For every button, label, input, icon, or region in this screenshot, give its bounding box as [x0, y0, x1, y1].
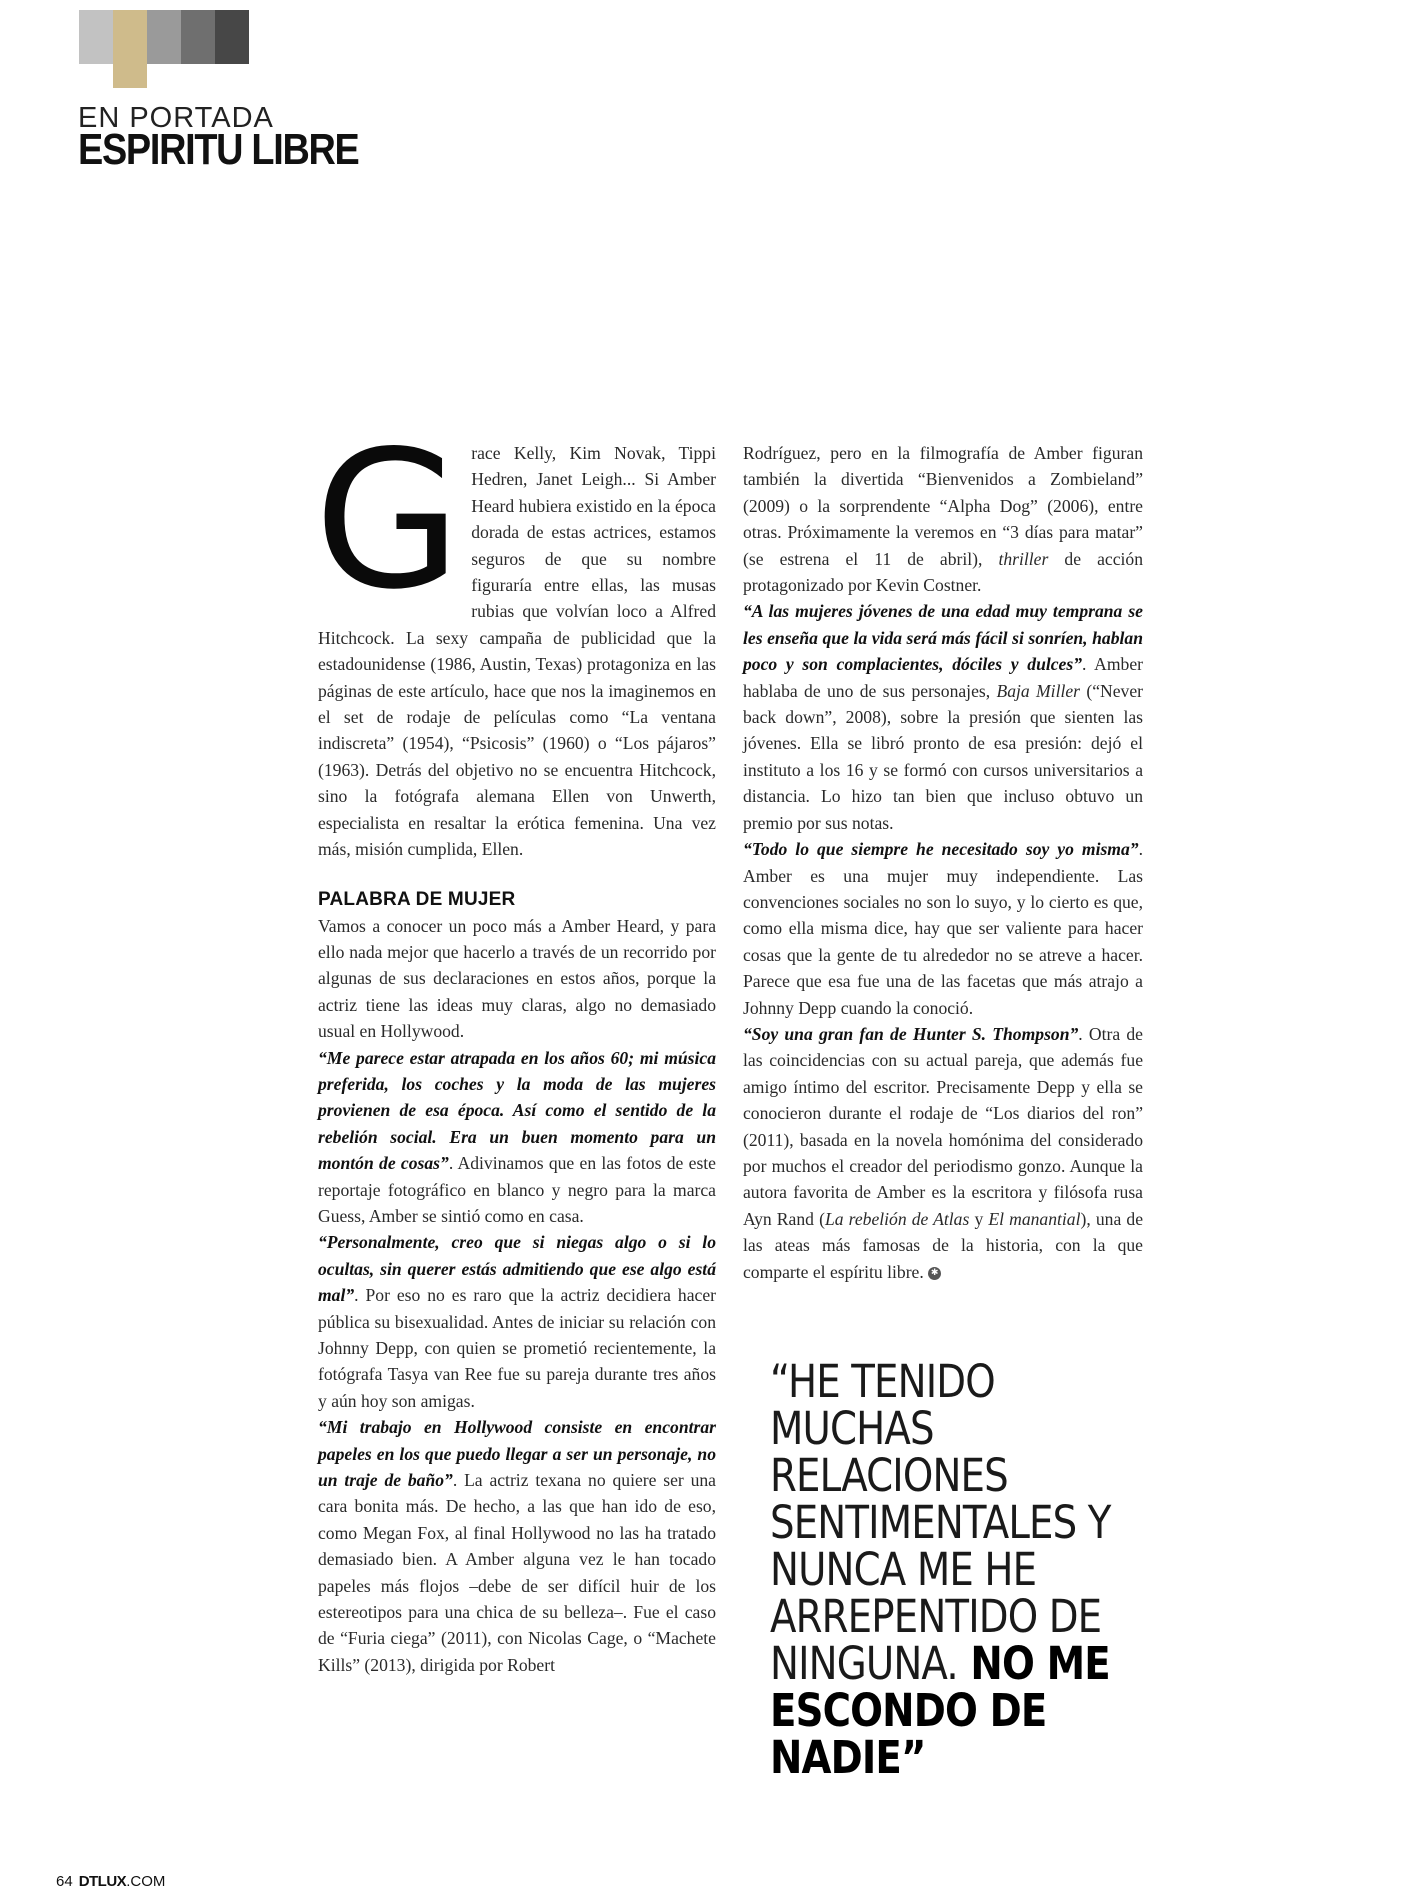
italic-text: thriller	[998, 548, 1049, 569]
body-text: . Otra de las coincidencias con su actual pareja, que además fue amigo íntimo del escritor. Precisamente Depp y ella se conocieron durante el rodaje de “Los diarios del ron” (2011), basada en la novela homónima del considerado por muchos el creador del periodismo gonzo. Aunque la autora favorita de Amber es la escritora y filósofa rusa Ayn Rand (	[743, 1023, 1143, 1229]
quote: “Soy una gran fan de Hunter S. Thompson”	[743, 1023, 1079, 1044]
quote: “A las mujeres jóvenes de una edad muy temprana se les enseña que la vida será más fácil si sonríen, hablan poco y son complacientes, dóciles y dulces”	[743, 601, 1143, 675]
intro-paragraph	[314, 410, 716, 863]
article-column-2	[743, 440, 1143, 1285]
body-text: . La actriz texana no quiere ser una cara bonita más. De hecho, a las que han ido de eso, como Megan Fox, al final Hollywood no las ha tratado demasiado bien. A Amber alguna vez le han tocado papeles más flojos –debe de ser difícil huir de los estereotipos para una chica de su belleza–. Fue el caso de “Furia ciega” (2011), con Nicolas Cage, o “Machete Kills” (2013), dirigida por Robert	[318, 1470, 716, 1675]
section-kicker: EN PORTADA	[78, 102, 274, 134]
pull-quote	[770, 1355, 1140, 1784]
page-number: 64	[56, 1873, 73, 1890]
body-text: . Adivinamos que en las fotos de este reportaje fotográfico en blanco y negro para la marca Guess, Amber se sintió como en casa.	[318, 1153, 716, 1226]
body-text: . Amber hablaba de uno de sus personajes,	[743, 654, 1143, 701]
quote: “Me parece estar atrapada en los años 60; mi música preferida, los coches y la moda de las mujeres provienen de esa época. Así como el sentido de la rebelión social. Era un buen momento para un montón de cosas”	[318, 1047, 716, 1174]
swatch-gray	[147, 10, 181, 64]
footer-brand: DTLUX	[78, 1873, 127, 1890]
body-text: de acción protagonizado por Kevin Costner.	[743, 548, 1143, 596]
body-text: Rodríguez, pero en la filmografía de Amber figuran también la divertida “Bienvenidos a Zombieland” (2009) o la sorprendente “Alpha Dog” (2006), entre otras. Próximamente la veremos en “3 días para matar” (se estrena el 11 de abril),	[743, 443, 1143, 569]
color-swatch-bar	[79, 10, 249, 64]
footer-domain: .COM	[126, 1873, 166, 1890]
section-title: ESPIRITU LIBRE	[78, 125, 359, 174]
page-footer	[56, 1874, 165, 1890]
pull-quote-light: “HE TENIDO MUCHAS RELACIONES SENTIMENTALES Y NUNCA ME HE ARREPENTIDO DE NINGUNA.	[770, 1355, 1111, 1690]
intro-text: race Kelly, Kim Novak, Tippi Hedren, Janet Leigh... Si Amber Heard hubiera existido en la época dorada de estas actrices, estamos seguros de que su nombre figuraría entre ellas, las musas rubias que volvían loco a Alfred Hitchcock. La sexy campaña de publicidad que la estadounidense (1986, Austin, Texas) protagoniza en las páginas de este artículo, hace que nos la imaginemos en el set de rodaje de películas como “La ventana indiscreta” (1954), “Psicosis” (1960) o “Los pájaros” (1963). Detrás del objetivo no se encuentra Hitchcock, sino la fotógrafa alemana Ellen von Unwerth, especialista en resaltar la erótica femenina. Una vez más, misión cumplida, Ellen.	[318, 443, 716, 860]
body-text: Vamos a conocer un poco más a Amber Heard, y para ello nada mejor que hacerlo a través de un recorrido por algunas de sus declaraciones en estos años, porque la actriz tiene las ideas muy claras, algo no demasiado usual en Hollywood.	[318, 915, 716, 1042]
drop-cap: G	[314, 410, 462, 631]
body-paragraph	[318, 913, 716, 1679]
end-of-article-icon: ✱	[928, 1267, 941, 1280]
body-text: . Amber es una mujer muy independiente. Las convenciones sociales no son lo suyo, y lo cierto es que, como ella misma dice, hay que ser valiente para hacer cosas que la gente de tu alrededor no se atreve a hacer. Parece que esa fue una de las facetas que más atrajo a Johnny Depp cuando la conoció.	[743, 839, 1143, 1018]
body-text: . Por eso no es raro que la actriz decidiera hacer pública su bisexualidad. Antes de iniciar su relación con Johnny Depp, con quien se prometió recientemente, la fotógrafa Tasya van Ree fue su pareja durante tres años y aún hoy son amigas.	[318, 1285, 716, 1411]
body-text: ), una de las ateas más famosas de la historia, con la que comparte el espíritu libre.	[743, 1208, 1144, 1282]
quote: “Mi trabajo en Hollywood consiste en encontrar papeles en los que puedo llegar a ser un personaje, no un traje de baño”	[318, 1417, 716, 1491]
italic-text: El manantial	[988, 1208, 1081, 1229]
body-text: (“Never back down”, 2008), sobre la presión que sienten las jóvenes. Ella se libró pronto de esa presión: dejó el instituto a los 16 y se formó con cursos universitarios a distancia. Lo hizo tan bien que incluso obtuvo un premio por sus notas.	[743, 680, 1143, 833]
swatch-beige	[113, 10, 147, 88]
body-text: y	[969, 1208, 989, 1229]
swatch-light-gray	[79, 10, 113, 64]
subheading: PALABRA DE MUJER	[318, 888, 516, 910]
quote: “Personalmente, creo que si niegas algo o si lo ocultas, sin querer estás admitiendo que ese algo está mal”	[318, 1232, 716, 1306]
body-paragraph	[743, 440, 1143, 1285]
swatch-dark-gray	[181, 10, 215, 64]
quote: “Todo lo que siempre he necesitado soy yo misma”	[743, 839, 1139, 860]
article-column-1	[314, 410, 716, 1678]
italic-text: La rebelión de Atlas	[824, 1208, 970, 1229]
italic-text: Baja Miller	[996, 680, 1081, 701]
swatch-charcoal	[215, 10, 249, 64]
pull-quote-bold: NO ME ESCONDO DE NADIE”	[770, 1637, 1110, 1784]
